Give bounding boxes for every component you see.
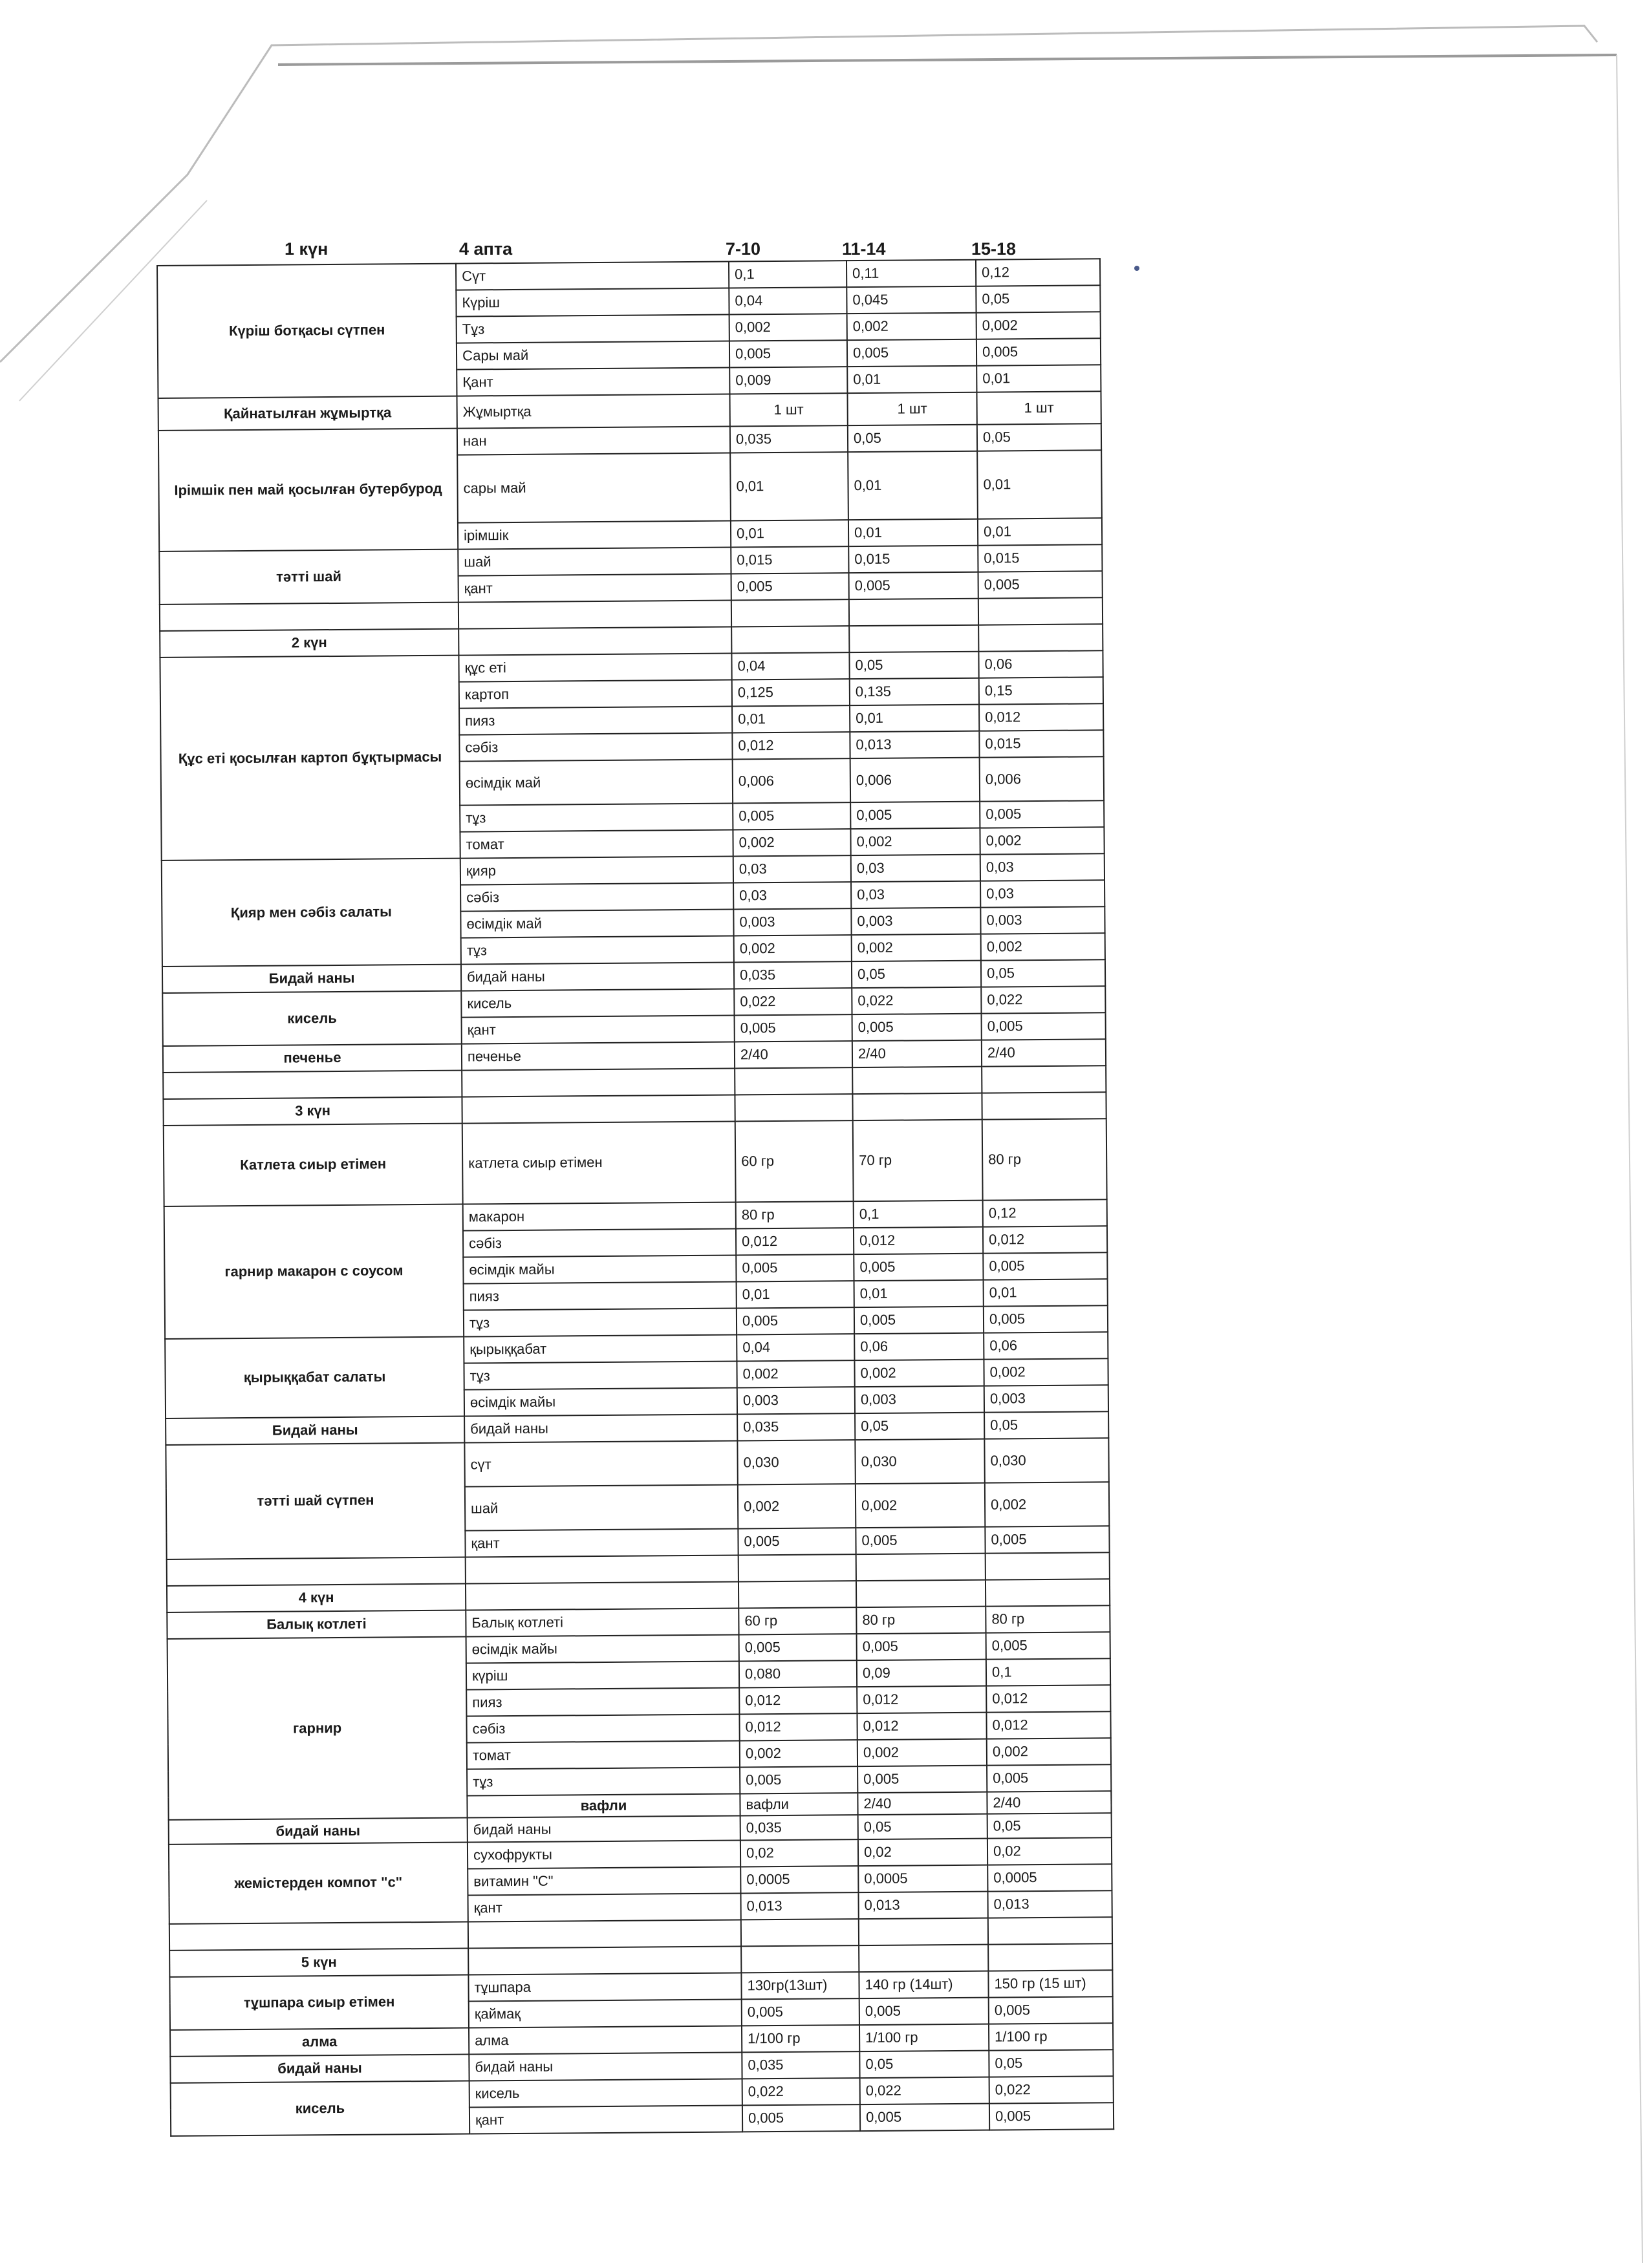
- portion-value: 0,01: [732, 705, 850, 733]
- ingredient-name: томат: [467, 1740, 740, 1769]
- portion-value: 2/40: [852, 1040, 982, 1067]
- dish-name: Катлета сиыр етімен: [164, 1124, 463, 1206]
- ingredient-name: өсімдік майы: [464, 1387, 737, 1416]
- dish-name: Күріш ботқасы сүтпен: [157, 264, 457, 398]
- portion-value: 0,04: [737, 1334, 854, 1361]
- ingredient-name: бидай наны: [461, 962, 734, 990]
- portion-value: 0,035: [740, 1815, 858, 1840]
- portion-value: 0,002: [733, 829, 850, 856]
- portion-value: 0,002: [850, 828, 980, 855]
- portion-value: 0,005: [740, 1766, 857, 1793]
- portion-value: 0,135: [850, 678, 979, 705]
- ingredient-name: пияз: [466, 1687, 739, 1716]
- ingredient-name: шай: [458, 548, 731, 576]
- ingredient-name: тұз: [464, 1308, 737, 1336]
- empty-cell: [735, 1094, 852, 1121]
- ingredient-name: сәбіз: [466, 1714, 739, 1742]
- ingredient-name: макарон: [463, 1202, 736, 1230]
- portion-value: 0,015: [731, 546, 848, 573]
- ingredient-name: қаймақ: [469, 1999, 742, 2027]
- ingredient-name: қант: [458, 573, 731, 602]
- portion-value: 0,12: [983, 1199, 1107, 1226]
- empty-cell: [982, 1065, 1106, 1093]
- ingredient-name: өсімдік майы: [466, 1634, 739, 1663]
- portion-value: 0,006: [733, 758, 850, 803]
- portion-value: 0,02: [987, 1837, 1112, 1865]
- portion-value: 0,080: [739, 1660, 857, 1687]
- dish-name: тәтті шай сүтпен: [166, 1443, 465, 1559]
- empty-cell: [852, 1093, 982, 1120]
- portion-value: 0,1: [729, 261, 846, 288]
- portion-value: 0,005: [737, 1307, 854, 1334]
- ingredient-name: Жұмыртқа: [457, 394, 729, 429]
- dish-name: Бидай наны: [162, 965, 461, 993]
- empty-cell: [741, 1945, 859, 1973]
- portion-value: 0,11: [846, 260, 976, 287]
- empty-cell: [741, 1919, 859, 1946]
- portion-value: 0,01: [977, 450, 1102, 519]
- ingredient-name: витамин "С": [468, 1867, 740, 1895]
- dish-name: Құс еті қосылған картоп бұқтырмасы: [160, 656, 460, 861]
- portion-value: 0,015: [978, 544, 1102, 572]
- ingredient-name: кисель: [469, 2079, 742, 2107]
- portion-value: 0,005: [857, 1633, 986, 1660]
- portion-value: 0,012: [739, 1713, 857, 1740]
- portion-value: 0,005: [856, 1527, 985, 1554]
- ingredient-name: күріш: [466, 1661, 739, 1689]
- portion-value: 0,013: [858, 1892, 987, 1919]
- ingredient-name: алма: [469, 2026, 742, 2054]
- ingredient-name: пияз: [459, 706, 732, 734]
- portion-value: 0,002: [738, 1484, 856, 1528]
- portion-value: 0,005: [986, 1632, 1110, 1659]
- portion-value: 0,05: [984, 1411, 1108, 1439]
- ingredient-name: сары май: [457, 453, 731, 523]
- ingredient-name: сәбіз: [460, 883, 733, 911]
- portion-value: 0,005: [729, 340, 847, 367]
- portion-value: 0,01: [854, 1280, 984, 1307]
- dish-name: кисель: [171, 2081, 470, 2136]
- ingredient-name: вафли: [740, 1793, 857, 1815]
- dish-name: печенье: [163, 1044, 462, 1073]
- portion-value: 0,05: [987, 1813, 1112, 1838]
- portion-value: 0,005: [738, 1528, 856, 1555]
- portion-value: 0,005: [989, 2102, 1114, 2130]
- portion-value: 0,035: [734, 961, 852, 989]
- ingredient-name: тұз: [460, 803, 733, 831]
- empty-cell: [468, 1946, 741, 1974]
- portion-value: 0,005: [735, 1014, 852, 1042]
- portion-value: 0,005: [742, 1998, 859, 2026]
- dish-name: тәтті шай: [159, 550, 458, 604]
- portion-value: 0,022: [989, 2076, 1114, 2103]
- ingredient-name: өсімдік май: [460, 909, 733, 937]
- day-label: 5 күн: [169, 1949, 468, 1977]
- empty-cell: [466, 1581, 738, 1610]
- portion-value: 0,002: [981, 933, 1105, 960]
- portion-value: 0,09: [857, 1660, 986, 1687]
- empty-cell: [849, 625, 978, 652]
- ingredient-name: катлета сиыр етімен: [462, 1121, 736, 1204]
- portion-value: 0,022: [734, 988, 852, 1015]
- dish-name: Бидай наны: [166, 1417, 464, 1445]
- portion-value: 0,125: [732, 679, 850, 706]
- portion-value: 0,002: [976, 312, 1101, 339]
- empty-cell: [169, 1922, 468, 1951]
- portion-value: 0,002: [847, 313, 976, 340]
- portion-value: 0,003: [980, 906, 1105, 934]
- portion-value: 0,05: [977, 423, 1101, 451]
- portion-value: 0,002: [980, 827, 1104, 854]
- portion-value: 0,013: [740, 1892, 858, 1920]
- ingredient-name: сәбіз: [463, 1228, 736, 1257]
- empty-cell: [849, 599, 978, 626]
- portion-value: 0,03: [851, 881, 980, 908]
- ingredient-name: ірімшік: [458, 521, 731, 550]
- portion-value: 0,022: [860, 2077, 989, 2104]
- portion-value: 0,003: [984, 1385, 1108, 1412]
- portion-value: 0,01: [847, 366, 976, 393]
- portion-value: 0,012: [857, 1686, 986, 1713]
- empty-cell: [163, 1071, 462, 1099]
- empty-cell: [458, 626, 731, 655]
- ingredient-name: сухофрукты: [468, 1840, 740, 1868]
- ingredient-name: қырыққабат: [464, 1334, 737, 1363]
- portion-value: 0,003: [737, 1387, 855, 1414]
- portion-value: 0,1: [986, 1658, 1110, 1685]
- empty-cell: [986, 1579, 1110, 1606]
- portion-value: 0,005: [850, 802, 980, 829]
- age-group-heading: 15-18: [971, 239, 1017, 259]
- portion-value: 0,01: [850, 705, 979, 732]
- portion-value: 0,03: [980, 853, 1105, 881]
- empty-cell: [735, 1067, 852, 1095]
- dish-name: Қияр мен сәбіз салаты: [162, 859, 461, 967]
- menu-table-body: [157, 259, 1114, 2136]
- portion-value: 0,035: [737, 1413, 855, 1440]
- portion-value: 0,015: [979, 730, 1103, 757]
- empty-cell: [738, 1554, 856, 1581]
- empty-cell: [982, 1092, 1106, 1119]
- portion-value: 0,005: [980, 800, 1104, 828]
- portion-value: 0,005: [982, 1012, 1106, 1040]
- portion-value: 0,06: [854, 1333, 984, 1360]
- dish-name: бидай наны: [169, 1818, 468, 1845]
- portion-value: 0,05: [976, 285, 1100, 312]
- portion-value: 0,0005: [740, 1866, 858, 1893]
- portion-value: 0,012: [732, 732, 850, 759]
- ingredient-name: пияз: [464, 1281, 737, 1310]
- portion-value: 0,005: [849, 572, 978, 599]
- portion-value: 0,05: [848, 425, 977, 452]
- day-label: 2 күн: [160, 629, 458, 658]
- portion-value: 150 гр (15 шт): [988, 1970, 1112, 1997]
- portion-value: 0,012: [986, 1685, 1110, 1712]
- portion-value: 0,013: [987, 1890, 1112, 1918]
- portion-value: 0,005: [733, 802, 850, 829]
- portion-value: 0,03: [733, 855, 851, 883]
- empty-cell: [978, 597, 1103, 625]
- ingredient-name: бидай наны: [469, 2052, 742, 2081]
- portion-value: 0,03: [733, 882, 851, 909]
- portion-value: 0,002: [734, 935, 852, 962]
- portion-value: 0,009: [729, 367, 847, 394]
- portion-value: 0,005: [742, 2104, 860, 2132]
- portion-value: 0,005: [860, 2104, 989, 2131]
- portion-value: 0,022: [981, 986, 1105, 1013]
- portion-value: 0,1: [854, 1201, 983, 1228]
- ingredient-name: Тұз: [457, 315, 729, 343]
- portion-value: 60 гр: [738, 1607, 856, 1634]
- age-group-heading: 7-10: [726, 239, 761, 259]
- portion-value: 0,012: [736, 1228, 854, 1255]
- ingredient-name: өсімдік майы: [463, 1255, 736, 1283]
- portion-value: 0,002: [737, 1360, 854, 1387]
- portion-value: 80 гр: [982, 1118, 1107, 1200]
- portion-value: 0,015: [848, 546, 978, 573]
- portion-value: 80 гр: [856, 1607, 986, 1634]
- day-label: 4 күн: [167, 1584, 466, 1612]
- portion-value: 0,005: [978, 571, 1103, 598]
- ingredient-name: печенье: [462, 1042, 735, 1070]
- dish-name: қырыққабат салаты: [165, 1337, 464, 1418]
- ingredient-name: картоп: [459, 679, 732, 708]
- dish-name: жемістерден компот "с": [169, 1843, 468, 1924]
- ingredient-name: сәбіз: [459, 733, 732, 761]
- portion-value: 0,01: [984, 1279, 1108, 1306]
- portion-value: 0,003: [733, 908, 851, 936]
- portion-value: 0,012: [857, 1713, 986, 1740]
- ingredient-name: тұз: [464, 1361, 737, 1389]
- ingredient-name: шай: [465, 1484, 738, 1530]
- portion-value: 0,05: [989, 2049, 1113, 2077]
- empty-cell: [468, 1920, 741, 1948]
- portion-value: 0,012: [739, 1687, 857, 1714]
- empty-cell: [852, 1067, 982, 1094]
- portion-value: 140 гр (14шт): [859, 1971, 988, 1998]
- ingredient-name: бидай наны: [468, 1815, 740, 1842]
- portion-value: 0,06: [984, 1332, 1108, 1359]
- empty-cell: [458, 600, 731, 628]
- portion-value: 0,002: [854, 1360, 984, 1387]
- portion-value: 0,005: [859, 1998, 989, 2025]
- ingredient-name: қант: [468, 1893, 740, 1921]
- portion-value: 1 шт: [847, 392, 976, 425]
- portion-value: 60 гр: [735, 1120, 854, 1202]
- portion-value: 0,05: [858, 1814, 987, 1839]
- portion-value: 0,01: [848, 451, 978, 520]
- dish-name: вафли: [467, 1793, 740, 1817]
- portion-value: 0,035: [742, 2051, 859, 2079]
- portion-value: 0,005: [857, 1766, 987, 1793]
- dish-name: Ірімшік пен май қосылған бутербурод: [158, 429, 458, 551]
- portion-value: 2/40: [857, 1792, 987, 1815]
- portion-value: 0,005: [985, 1526, 1109, 1553]
- empty-cell: [731, 626, 849, 653]
- portion-value: 0,002: [987, 1738, 1111, 1765]
- portion-value: 0,030: [984, 1438, 1108, 1482]
- empty-cell: [731, 599, 849, 626]
- portion-value: 0,005: [983, 1252, 1107, 1279]
- day-heading: 1 күн: [285, 239, 329, 259]
- portion-value: 0,002: [857, 1739, 987, 1766]
- portion-value: 0,06: [978, 650, 1103, 678]
- portion-value: 0,003: [851, 908, 980, 935]
- portion-value: 0,03: [980, 880, 1105, 907]
- portion-value: 0,030: [737, 1440, 855, 1484]
- portion-value: 0,005: [736, 1254, 854, 1281]
- table-row: [164, 1118, 1107, 1206]
- portion-value: 0,012: [854, 1227, 983, 1254]
- ingredient-name: тұшпара: [468, 1973, 741, 2001]
- empty-cell: [167, 1557, 466, 1586]
- ingredient-name: тұз: [461, 936, 734, 964]
- portion-value: 0,012: [979, 703, 1103, 731]
- portion-value: 80 гр: [736, 1201, 854, 1228]
- day-label: 3 күн: [163, 1097, 462, 1126]
- ingredient-name: Сары май: [457, 341, 729, 370]
- portion-value: 0,04: [731, 652, 849, 679]
- age-group-heading: 11-14: [842, 239, 886, 259]
- menu-table: [156, 258, 1114, 2137]
- ingredient-name: қияр: [460, 856, 733, 884]
- portion-value: 0,005: [976, 338, 1101, 365]
- ingredient-name: қант: [462, 1015, 735, 1043]
- portion-value: 0,005: [989, 1996, 1113, 2024]
- portion-value: 0,05: [981, 959, 1105, 987]
- empty-cell: [988, 1917, 1112, 1944]
- portion-value: 1 шт: [729, 393, 847, 426]
- portion-value: 0,030: [855, 1439, 984, 1484]
- portion-value: 0,002: [984, 1358, 1108, 1385]
- table-row: [166, 1438, 1108, 1489]
- portion-value: 0,005: [984, 1305, 1108, 1332]
- portion-value: 0,005: [854, 1307, 984, 1334]
- portion-value: 70 гр: [853, 1120, 983, 1201]
- portion-value: 0,002: [729, 314, 847, 341]
- portion-value: 2/40: [982, 1039, 1106, 1066]
- portion-value: 0,12: [976, 259, 1100, 286]
- portion-value: 0,01: [737, 1281, 854, 1308]
- portion-value: 0,006: [850, 758, 980, 802]
- portion-value: 0,022: [852, 987, 981, 1014]
- ingredient-name: бидай наны: [464, 1414, 737, 1442]
- portion-value: 0,045: [846, 286, 976, 314]
- portion-value: 0,002: [856, 1483, 985, 1528]
- portion-value: 0,005: [731, 573, 849, 600]
- empty-cell: [856, 1580, 986, 1607]
- portion-value: 0,05: [852, 961, 981, 988]
- portion-value: 1 шт: [976, 391, 1101, 424]
- ingredient-name: қант: [465, 1528, 738, 1557]
- portion-value: 0,002: [852, 934, 981, 961]
- portion-value: 0,005: [739, 1634, 857, 1661]
- portion-value: 0,02: [858, 1839, 987, 1866]
- portion-value: 0,005: [847, 339, 976, 367]
- ingredient-name: құс еті: [458, 653, 731, 681]
- portion-value: 1/100 гр: [859, 2024, 989, 2051]
- portion-value: 0,05: [849, 652, 978, 679]
- portion-value: 0,0005: [987, 1864, 1112, 1891]
- empty-cell: [859, 1945, 988, 1972]
- ingredient-name: Сүт: [456, 262, 729, 290]
- week-heading: 4 апта: [459, 239, 513, 259]
- portion-value: 0,002: [985, 1482, 1109, 1526]
- portion-value: 0,01: [848, 519, 978, 546]
- empty-cell: [466, 1555, 738, 1583]
- portion-value: 0,022: [742, 2078, 860, 2105]
- dish-name: гарнир макарон с соусом: [164, 1204, 464, 1339]
- portion-value: 1/100 гр: [742, 2025, 859, 2052]
- portion-value: 0,01: [730, 452, 848, 520]
- empty-cell: [978, 624, 1103, 651]
- portion-value: 2/40: [735, 1041, 852, 1068]
- ingredient-name: тұз: [467, 1767, 740, 1795]
- empty-cell: [986, 1552, 1110, 1579]
- portion-value: 0,035: [730, 425, 848, 453]
- portion-value: 80 гр: [986, 1605, 1110, 1632]
- empty-cell: [160, 603, 458, 631]
- empty-cell: [859, 1918, 988, 1945]
- portion-value: 0,006: [980, 756, 1104, 801]
- empty-cell: [462, 1095, 735, 1123]
- ingredient-name: кисель: [461, 989, 734, 1017]
- dish-name: кисель: [162, 991, 462, 1046]
- portion-value: 0,005: [854, 1254, 983, 1281]
- portion-value: 0,15: [979, 677, 1103, 704]
- portion-value: 1/100 гр: [989, 2023, 1113, 2050]
- empty-cell: [462, 1068, 735, 1097]
- dish-name: Балық котлеті: [167, 1610, 466, 1639]
- ingredient-name: қант: [469, 2105, 742, 2134]
- portion-value: 0,03: [851, 855, 980, 882]
- empty-cell: [856, 1554, 986, 1581]
- ingredient-name: сүт: [464, 1440, 737, 1486]
- dish-name: гарнир: [167, 1637, 468, 1820]
- portion-value: 130гр(13шт): [741, 1972, 859, 1999]
- portion-value: 0,01: [731, 520, 848, 547]
- portion-value: 0,01: [976, 365, 1101, 392]
- ingredient-name: Балық котлеті: [466, 1608, 738, 1636]
- dish-name: алма: [170, 2028, 469, 2057]
- dish-name: Қайнатылған жұмыртқа: [158, 396, 457, 431]
- portion-value: 0,005: [987, 1764, 1111, 1792]
- dish-name: тұшпара сиыр етімен: [169, 1975, 469, 2030]
- portion-value: 0,05: [859, 2051, 989, 2078]
- empty-cell: [988, 1943, 1112, 1971]
- ingredient-name: томат: [460, 829, 733, 858]
- portion-value: 0,05: [855, 1413, 984, 1440]
- portion-value: 0,003: [855, 1386, 984, 1413]
- portion-value: 0,02: [740, 1839, 858, 1867]
- portion-value: 0,005: [852, 1014, 982, 1041]
- portion-value: 0,013: [850, 731, 979, 758]
- empty-cell: [738, 1581, 856, 1608]
- portion-value: 0,012: [986, 1711, 1110, 1738]
- portion-value: 0,04: [729, 287, 846, 314]
- portion-value: 0,002: [740, 1740, 857, 1767]
- portion-value: 0,0005: [858, 1865, 987, 1892]
- portion-value: 0,012: [983, 1226, 1107, 1253]
- portion-value: 2/40: [987, 1791, 1111, 1813]
- portion-value: 0,01: [978, 518, 1102, 545]
- dish-name: бидай наны: [170, 2055, 469, 2083]
- ingredient-name: Қант: [457, 368, 729, 396]
- ingredient-name: Күріш: [456, 288, 729, 317]
- ingredient-name: нан: [457, 427, 730, 455]
- ingredient-name: өсімдік май: [460, 759, 733, 805]
